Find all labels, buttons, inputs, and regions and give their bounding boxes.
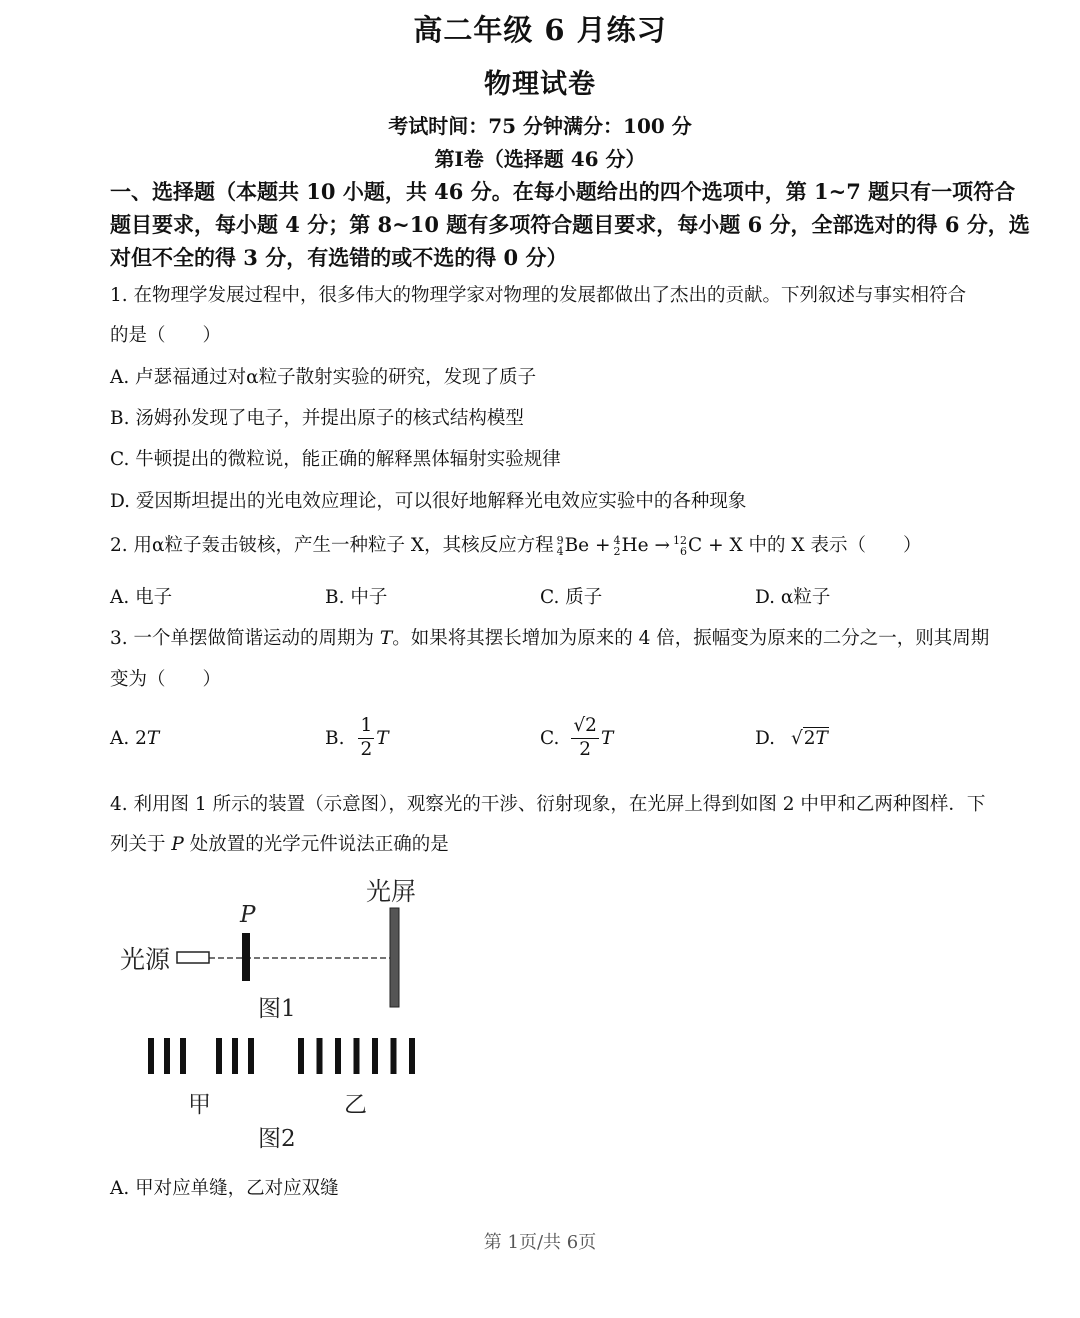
q4-option-a: A. 甲对应单缝，乙对应双缝	[110, 1178, 339, 1199]
q3-stem-line-2: 变为（ ）	[110, 669, 222, 690]
q1-option-a: A. 卢瑟福通过对α粒子散射实验的研究，发现了质子	[110, 367, 537, 388]
c-atomic-number: 6	[680, 545, 688, 558]
exam-info: 考试时间：75 分钟满分：100 分	[388, 114, 692, 138]
q3-option-d	[755, 728, 829, 749]
fringe-bar-jia	[216, 1038, 222, 1074]
q1-stem-line-2: 的是（ ）	[110, 325, 222, 346]
be-nuclide-indices	[557, 535, 564, 557]
q3-option-a	[110, 728, 159, 749]
q4-stem-line-1: 4. 利用图 1 所示的装置（示意图），观察光的干涉、衍射现象，在光屏上得到如图 2 中甲和乙两种图样．下	[110, 794, 986, 815]
reaction-arrow: →	[654, 535, 671, 556]
c-nuclide-indices	[673, 535, 687, 557]
q3-stem-part-2: 。如果将其摆长增加为原来的 4 倍，振幅变为原来的二分之一，则其周期	[392, 628, 990, 649]
q1-stem-line-1: 1. 在物理学发展过程中，很多伟大的物理学家对物理的发展都做出了杰出的贡献。下列叙述与事实相符合	[110, 285, 967, 306]
x-term: + X	[708, 535, 743, 556]
element-P	[242, 933, 250, 981]
q2-option-d: D. α粒子	[755, 587, 831, 608]
q4-stem-part-2: 处放置的光学元件说法正确的是	[183, 834, 449, 855]
fig2-caption: 图2	[258, 1126, 296, 1152]
q3-option-a-T: T	[146, 728, 160, 749]
c-symbol: C	[688, 535, 703, 556]
c-mass-number: 12	[673, 534, 688, 547]
q3-period-symbol: T	[379, 628, 393, 649]
fringe-bar-yi	[391, 1038, 397, 1074]
q3-stem-part-1: 3. 一个单摆做简谐运动的周期为	[110, 628, 380, 649]
q3-option-d-T: T	[815, 728, 828, 749]
fringe-bar-jia	[148, 1038, 154, 1074]
jia-label: 甲	[188, 1092, 211, 1118]
fringe-bar-yi	[409, 1038, 415, 1074]
yi-label: 乙	[344, 1092, 367, 1118]
q3-fraction-half	[358, 717, 374, 759]
page-title: 高二年级 6 月练习	[413, 13, 667, 47]
q2-stem-suffix: 中的 X 表示（ ）	[748, 535, 922, 556]
fringe-pattern-jia	[148, 1038, 254, 1074]
q2-option-b: B. 中子	[325, 587, 388, 608]
fraction-numerator: 1	[358, 717, 374, 739]
sqrt-symbol: √	[790, 728, 803, 749]
screen	[390, 908, 399, 1007]
be-symbol: Be	[564, 535, 590, 556]
section-instructions-line-2: 题目要求，每小题 4 分；第 8~10 题有多项符合题目要求，每小题 6 分，全部选对的得 6 分，选	[110, 212, 1030, 237]
q3-option-b-label: B.	[325, 727, 345, 749]
fringe-bar-jia	[164, 1038, 170, 1074]
light-source-icon	[177, 952, 209, 963]
light-source-label: 光源	[120, 945, 171, 974]
he-mass-number: 4	[613, 534, 621, 547]
fringe-bar-yi	[298, 1038, 304, 1074]
fraction-denominator: 2	[360, 738, 373, 760]
fringe-pattern-yi	[298, 1038, 415, 1074]
element-P-label: P	[240, 902, 256, 928]
q3-option-c-label: C.	[540, 727, 560, 749]
q3-option-b	[325, 712, 389, 764]
q2-option-a: A. 电子	[110, 587, 173, 608]
fringe-bar-jia	[248, 1038, 254, 1074]
q3-option-b-T: T	[376, 727, 389, 749]
fraction-denominator: 2	[579, 738, 592, 760]
sqrt-radicand	[803, 727, 829, 749]
q3-fraction-root2-over-2	[571, 717, 599, 759]
he-nuclide-indices	[614, 535, 621, 557]
fraction-numerator: √2	[571, 717, 599, 739]
q3-option-c	[540, 712, 613, 764]
fringe-bar-yi	[317, 1038, 323, 1074]
q2-stem	[110, 531, 921, 557]
subject-title: 物理试卷	[484, 69, 596, 100]
q4-figures	[100, 870, 460, 1160]
q4-stem-line-2	[110, 830, 449, 856]
q3-option-d-label: D.	[755, 728, 776, 749]
he-symbol: He	[621, 535, 649, 556]
page-number: 第 1页/共 6页	[483, 1232, 597, 1253]
be-mass-number: 9	[556, 534, 564, 547]
q4-P-symbol: P	[171, 834, 184, 855]
q1-option-d: D. 爱因斯坦提出的光电效应理论，可以很好地解释光电效应实验中的各种现象	[110, 491, 747, 512]
q3-stem-line-1	[110, 624, 989, 650]
fringe-bar-jia	[232, 1038, 238, 1074]
section-instructions-line-3: 对但不全的得 3 分，有选错的或不选的得 0 分）	[110, 245, 568, 270]
be-atomic-number: 4	[556, 545, 564, 558]
fringe-bar-yi	[354, 1038, 360, 1074]
q3-option-c-T: T	[600, 727, 614, 749]
q1-option-c: C. 牛顿提出的微粒说，能正确的解释黑体辐射实验规律	[110, 449, 561, 470]
fringe-bar-jia	[180, 1038, 186, 1074]
section-instructions-line-1: 一、选择题（本题共 10 小题，共 46 分。在每小题给出的四个选项中，第 1~7 题只有一项符合	[110, 179, 1016, 204]
q2-stem-prefix: 2. 用α粒子轰击铍核，产生一种粒子 X，其核反应方程	[110, 535, 554, 556]
fig1-caption: 图1	[258, 996, 296, 1022]
sqrt-radicand-value: 2	[803, 728, 816, 749]
plus-sign: +	[595, 535, 611, 556]
q1-option-b: B. 汤姆孙发现了电子，并提出原子的核式结构模型	[110, 408, 524, 429]
q4-stem-part-1: 列关于	[110, 834, 172, 855]
q3-option-a-text: A. 2	[110, 728, 147, 749]
fringe-bar-yi	[372, 1038, 378, 1074]
volume-heading: 第Ⅰ卷（选择题 46 分）	[434, 147, 646, 171]
he-atomic-number: 2	[613, 545, 621, 558]
fringe-bar-yi	[335, 1038, 341, 1074]
screen-label: 光屏	[366, 877, 417, 906]
q2-option-c: C. 质子	[540, 587, 603, 608]
